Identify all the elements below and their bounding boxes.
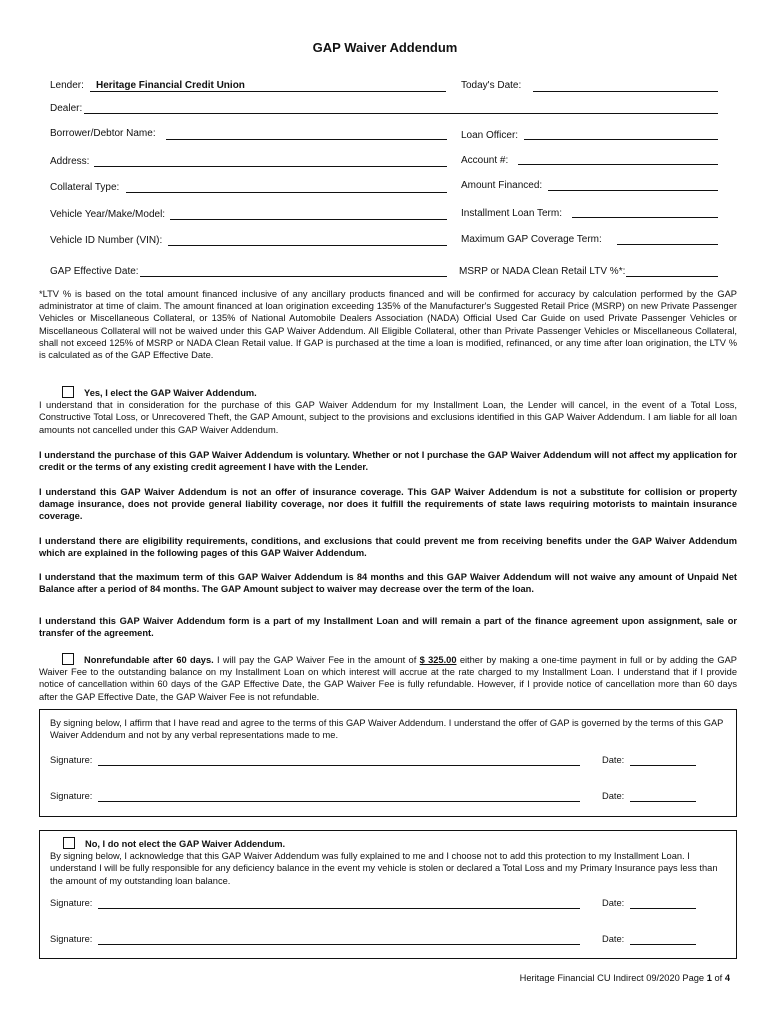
installment-term-label: Installment Loan Term: xyxy=(461,208,562,219)
agree-text: By signing below, I affirm that I have read and agree to the terms of this GAP Waiver Addendum. I understand the offer of GAP is governed by the terms of this GAP Waiver Addendum and not by any verbal representations made to me. xyxy=(50,718,724,741)
lender-label: Lender: xyxy=(50,80,84,91)
msrp-ltv-label: MSRP or NADA Clean Retail LTV %*: xyxy=(459,266,626,277)
installment-term-field[interactable] xyxy=(572,217,718,218)
date-line-1[interactable] xyxy=(630,765,696,766)
todays-date-label: Today's Date: xyxy=(461,80,522,91)
msrp-ltv-field[interactable] xyxy=(626,276,718,277)
footer-of: of xyxy=(714,973,723,983)
signature-line-2[interactable] xyxy=(98,801,580,802)
lender-value: Heritage Financial Credit Union xyxy=(96,80,245,91)
signature-line-4[interactable] xyxy=(98,944,580,945)
signature-line-3[interactable] xyxy=(98,908,580,909)
collateral-label: Collateral Type: xyxy=(50,182,120,193)
understand-voluntary: I understand the purchase of this GAP Waiver Addendum is voluntary. Whether or not I purchase the GAP Waiver Addendum will not affect my application for credit or the terms of any existing credit agreement I have with the Lender. xyxy=(39,450,737,473)
borrower-label: Borrower/Debtor Name: xyxy=(50,128,156,139)
decline-text: By signing below, I acknowledge that this GAP Waiver Addendum was fully explained to me and I choose not to add this protection to my Installment Loan. I understand I will be fully responsible for any deficiency balance in the event my vehicle is stolen or declared a Total Loss and my Primary Insurance pays less than the amount of my outstanding loan balance. xyxy=(50,851,718,886)
date-line-2[interactable] xyxy=(630,801,696,802)
elect-text: I understand that in consideration for the purchase of this GAP Waiver Addendum for my Installment Loan, the Lender will cancel, in the event of a Total Loss, Constructive Total Loss, or Unrecovered Theft, the GAP Amount, subject to the provisions and exclusions identified in this GAP Waiver Addendum. I am liable for all loan amounts not cancelled under this GAP Waiver Addendum. xyxy=(39,400,737,435)
collateral-field[interactable] xyxy=(126,192,447,193)
date-line-4[interactable] xyxy=(630,944,696,945)
understand-max-term: I understand that the maximum term of this GAP Waiver Addendum is 84 months and this GAP Waiver Addendum will not waive any amount of Unpaid Net Balance after a period of 84 months. The GAP Amount subject to waiver may decrease over the term of the loan. xyxy=(39,572,737,595)
address-label: Address: xyxy=(50,156,90,167)
account-label: Account #: xyxy=(461,155,509,166)
signature-label: Signature: xyxy=(50,934,93,944)
agree-signature-box xyxy=(39,709,737,817)
understand-part-of-loan: I understand this GAP Waiver Addendum form is a part of my Installment Loan and will remain a part of the finance agreement upon assignment, sale or transfer of the agreement. xyxy=(39,616,737,639)
signature-label: Signature: xyxy=(50,755,93,765)
page-title: GAP Waiver Addendum xyxy=(312,40,458,55)
decline-heading: No, I do not elect the GAP Waiver Addendum. xyxy=(85,839,286,849)
dealer-label: Dealer: xyxy=(50,103,83,114)
todays-date-field[interactable] xyxy=(533,91,718,92)
nonrefundable-text-a: I will pay the GAP Waiver Fee in the amount of xyxy=(217,655,417,665)
amount-financed-label: Amount Financed: xyxy=(461,180,543,191)
loan-officer-label: Loan Officer: xyxy=(461,130,519,141)
date-label: Date: xyxy=(602,898,625,908)
date-line-3[interactable] xyxy=(630,908,696,909)
elect-checkbox[interactable] xyxy=(62,386,74,398)
decline-signature-box xyxy=(39,830,737,959)
footer-text: Heritage Financial CU Indirect 09/2020 Page xyxy=(519,973,705,983)
nonrefundable-section xyxy=(39,653,737,703)
page-footer xyxy=(520,973,730,983)
account-field[interactable] xyxy=(518,164,718,165)
elect-section xyxy=(39,386,737,436)
amount-financed-field[interactable] xyxy=(548,190,718,191)
footer-page-total: 4 xyxy=(724,973,730,983)
max-gap-term-field[interactable] xyxy=(617,244,718,245)
signature-label: Signature: xyxy=(50,791,93,801)
signature-label: Signature: xyxy=(50,898,93,908)
address-field[interactable] xyxy=(94,166,447,167)
gap-effective-label: GAP Effective Date: xyxy=(50,266,139,277)
nonrefundable-heading: Nonrefundable after 60 days. xyxy=(84,655,214,665)
decline-checkbox[interactable] xyxy=(63,837,75,849)
vehicle-field[interactable] xyxy=(170,219,447,220)
elect-heading: Yes, I elect the GAP Waiver Addendum. xyxy=(84,388,257,398)
signature-line-1[interactable] xyxy=(98,765,580,766)
understand-eligibility: I understand there are eligibility requirements, conditions, and exclusions that could prevent me from receiving benefits under the GAP Waiver Addendum which are explained in the following pages of this GAP Waiver Addendum. xyxy=(39,536,737,559)
nonrefundable-checkbox[interactable] xyxy=(62,653,74,665)
decline-section xyxy=(50,837,726,887)
gap-fee-amount: $ 325.00 xyxy=(419,655,457,665)
dealer-field[interactable] xyxy=(84,113,718,114)
lender-field[interactable] xyxy=(90,91,446,92)
footer-page-number: 1 xyxy=(706,973,712,983)
vin-field[interactable] xyxy=(168,245,447,246)
borrower-field[interactable] xyxy=(166,139,447,140)
max-gap-term-label: Maximum GAP Coverage Term: xyxy=(461,234,602,245)
date-label: Date: xyxy=(602,755,625,765)
vin-label: Vehicle ID Number (VIN): xyxy=(50,235,163,246)
gap-effective-field[interactable] xyxy=(140,276,447,277)
date-label: Date: xyxy=(602,934,625,944)
loan-officer-field[interactable] xyxy=(524,139,718,140)
ltv-note: *LTV % is based on the total amount financed inclusive of any ancillary products financed and will be confirmed for accuracy by calculation performed by the GAP administrator at time of claim. The amount financed at loan origination exceeding 135% of the Manufacturer's Suggested Retail Price (MSRP) on new Private Passenger Vehicles or Miscellaneous Collateral, or 135% of National Automobile Dealers Association (NADA) Official Used Car Guide on used Private Passenger Vehicles or Miscellaneous Collateral will not be waived under this GAP Waiver Addendum. All Eligible Collateral, other than Private Passenger Vehicles or Miscellaneous Collateral, shall not exceed 125% of MSRP or NADA Clean Retail value. If GAP is purchased at the time a loan is modified, refinanced, or any time after loan origination, the LTV % is calculated as of the GAP Effective Date. xyxy=(39,289,737,361)
understand-not-insurance: I understand this GAP Waiver Addendum is not an offer of insurance coverage. This GAP Waiver Addendum is not a substitute for collision or property damage insurance, does not provide general liability coverage, nor does it fulfill the requirements of state laws requiring motorists to maintain insurance coverage. xyxy=(39,487,737,522)
nonrefundable-text-b: either by making a one-time payment in full or by adding the GAP Waiver Fee to the outstanding balance on my Installment Loan on which interest will accrue at the rate charged to my Installment Loan. I understand that if I provide notice of cancellation within 60 days of the GAP Effective Date, the GAP Waiver Fee is fully refundable. However, if I provide notice of cancellation more than 60 days after the GAP Effective Date, the GAP Waiver Fee is not refundable. xyxy=(39,655,737,702)
date-label: Date: xyxy=(602,791,625,801)
vehicle-label: Vehicle Year/Make/Model: xyxy=(50,209,166,220)
